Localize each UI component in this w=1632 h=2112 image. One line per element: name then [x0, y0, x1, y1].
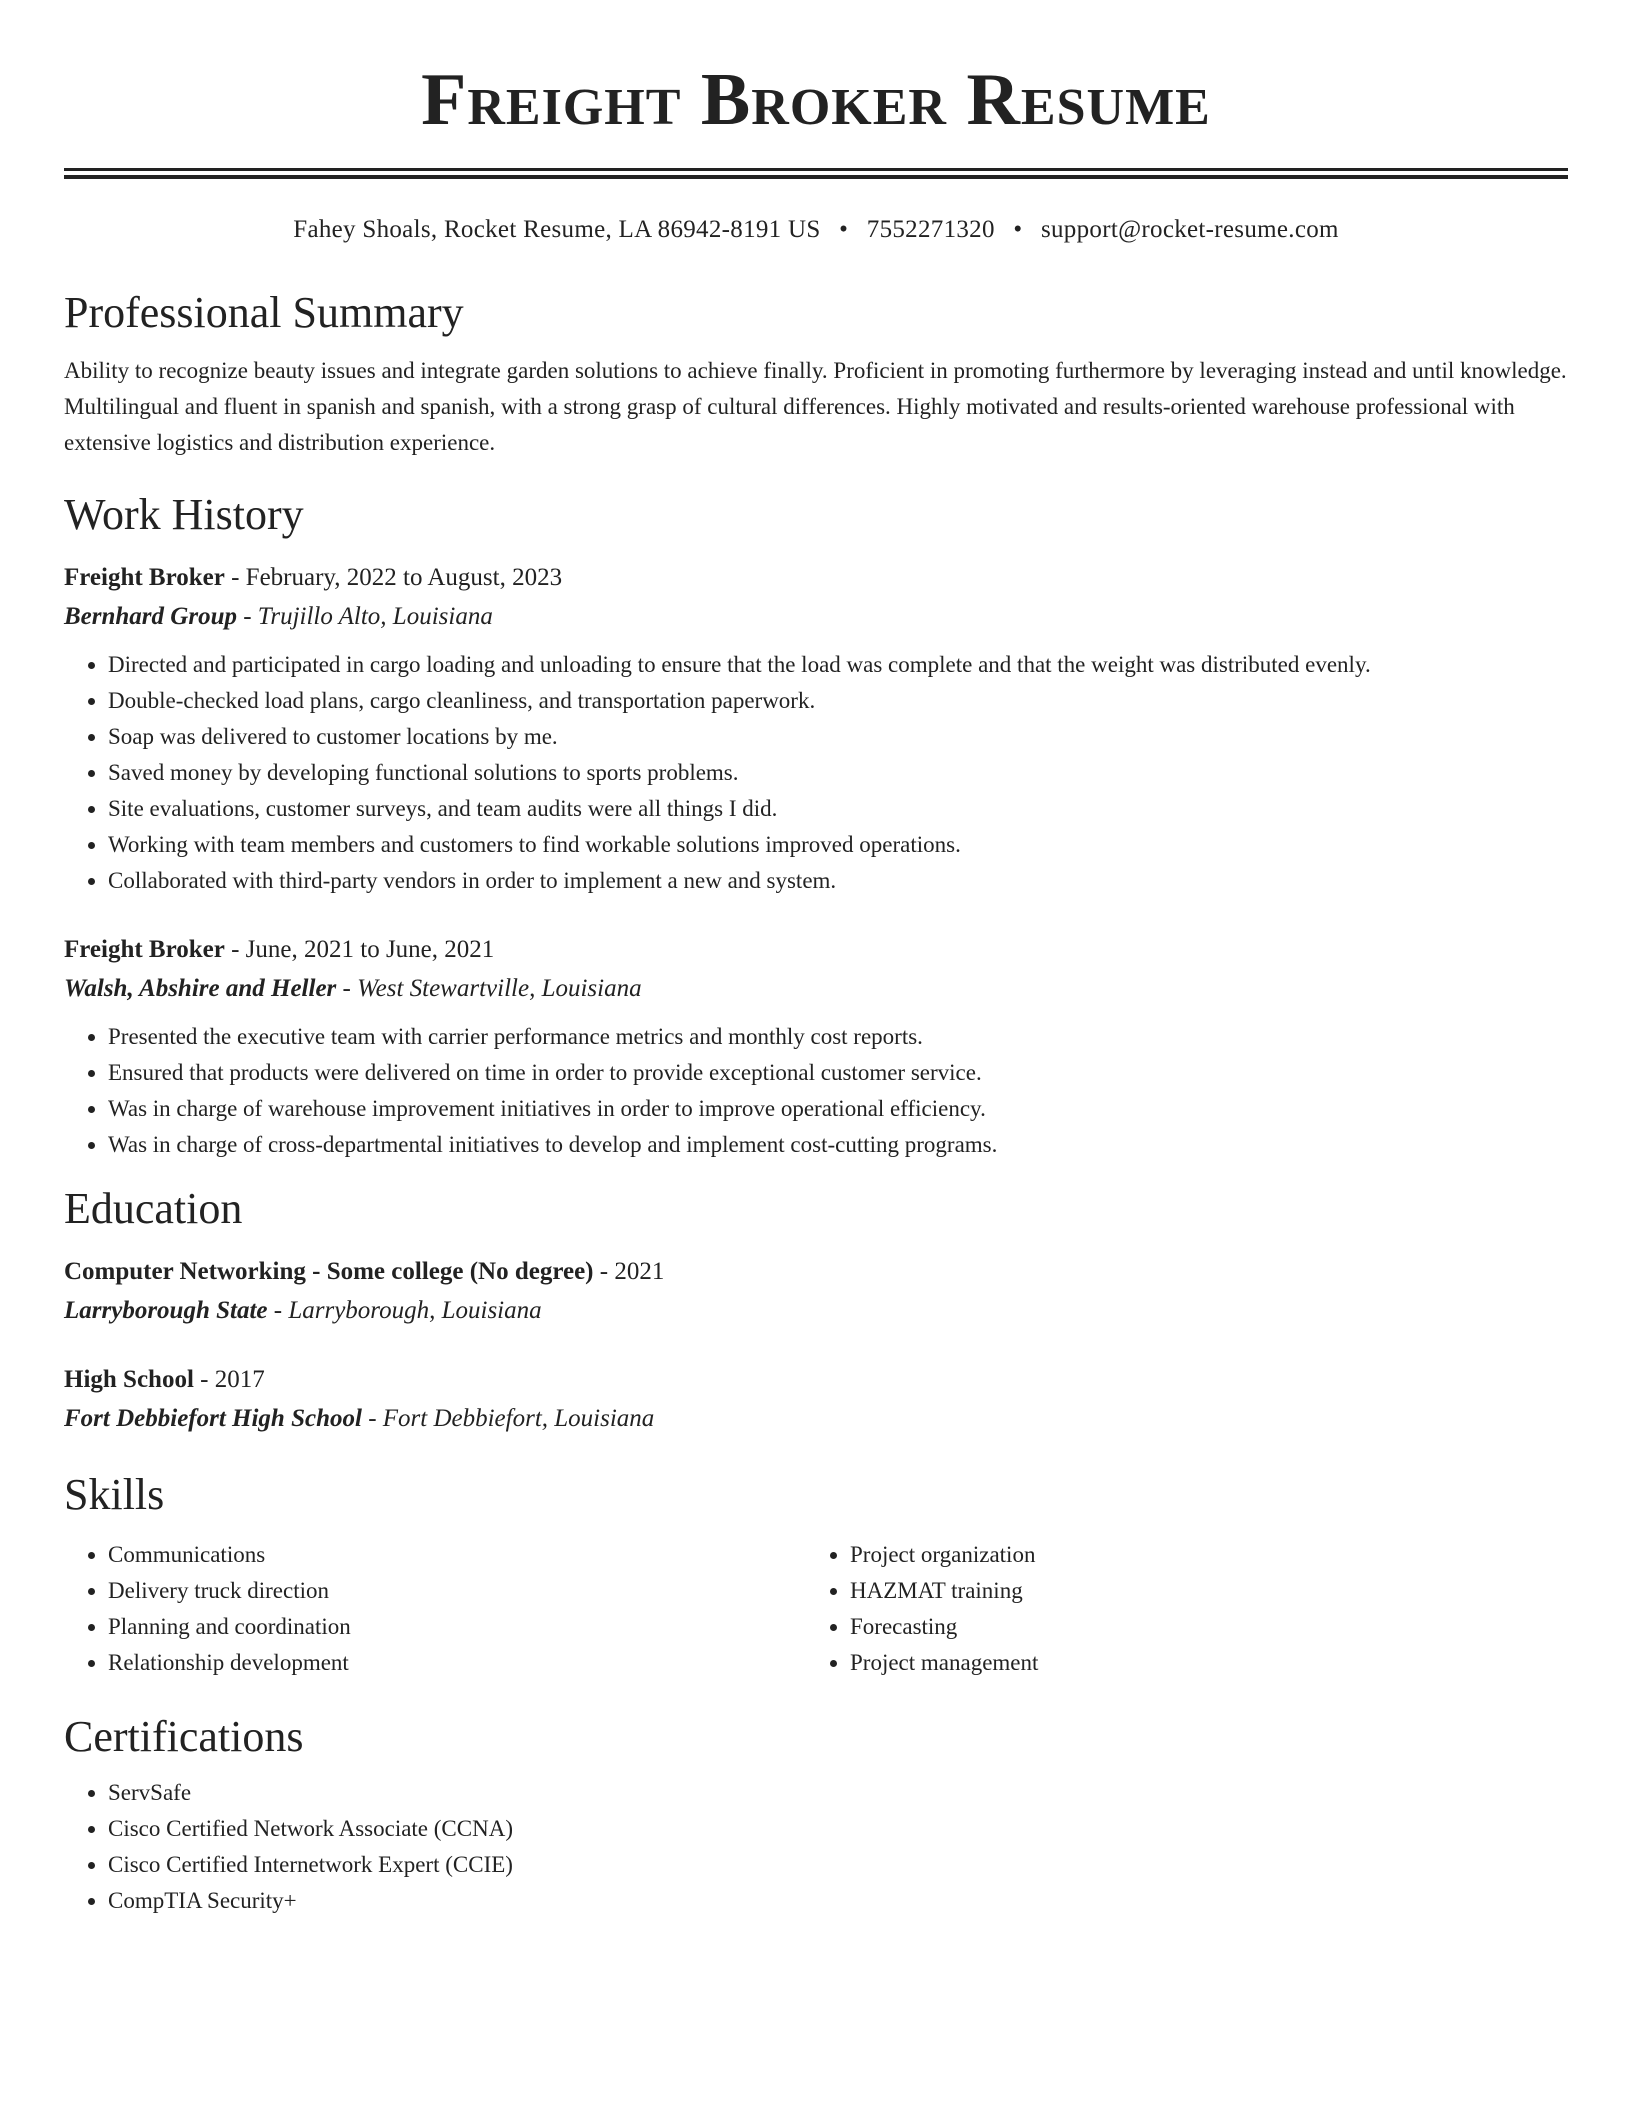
contact-phone: 7552271320	[866, 216, 995, 243]
education-school: Fort Debbiefort High School	[64, 1405, 362, 1432]
job-bullets	[64, 647, 1568, 899]
section-heading-summary: Professional Summary	[64, 288, 464, 337]
resume-title: Freight Broker Resume	[421, 59, 1211, 141]
job-company-line	[64, 597, 1568, 637]
job-dates: - February, 2022 to August, 2023	[224, 564, 563, 591]
education-entry	[64, 1253, 1568, 1331]
section-heading-work: Work History	[64, 490, 304, 539]
section-heading-skills: Skills	[64, 1470, 165, 1519]
list-item: • Planning and coordination	[108, 1609, 806, 1645]
job-title-line	[64, 559, 1568, 597]
contact-separator: •	[1013, 216, 1023, 243]
section-heading-education: Education	[64, 1184, 243, 1233]
education-year: - 2017	[193, 1366, 265, 1393]
list-item: • Relationship development	[108, 1645, 806, 1681]
list-item: • ServSafe	[108, 1775, 1568, 1811]
education-degree-line	[64, 1253, 1568, 1291]
list-item: • Project management	[850, 1645, 1548, 1681]
list-item: • Presented the executive team with carrier performance metrics and monthly cost reports.	[108, 1019, 1568, 1055]
education-location: - Fort Debbiefort, Louisiana	[361, 1405, 655, 1432]
skills-column-right	[806, 1537, 1548, 1681]
list-item: • Communications	[108, 1537, 806, 1573]
skills-grid	[64, 1537, 1568, 1681]
job-entry	[64, 559, 1568, 899]
job-title-line	[64, 931, 1568, 969]
education-year: - 2021	[593, 1258, 665, 1285]
job-location: - West Stewartville, Louisiana	[336, 975, 642, 1002]
education-entry	[64, 1361, 1568, 1439]
contact-address: Fahey Shoals, Rocket Resume, LA 86942-8191 US	[293, 216, 821, 243]
education-degree: Computer Networking - Some college (No degree)	[64, 1258, 594, 1285]
education-degree: High School	[64, 1366, 194, 1393]
list-item: • Was in charge of cross-departmental initiatives to develop and implement cost-cutting programs.	[108, 1127, 1568, 1163]
list-item: • Site evaluations, customer surveys, and team audits were all things I did.	[108, 791, 1568, 827]
education-school: Larryborough State	[64, 1297, 268, 1324]
section-heading-certifications: Certifications	[64, 1712, 304, 1761]
certifications-list	[64, 1775, 1568, 1919]
job-dates: - June, 2021 to June, 2021	[224, 936, 495, 963]
list-item: • Cisco Certified Network Associate (CCNA)	[108, 1811, 1568, 1847]
list-item: • Was in charge of warehouse improvement initiatives in order to improve operational efficiency.	[108, 1091, 1568, 1127]
list-item: • Directed and participated in cargo loading and unloading to ensure that the load was complete and that the weight was distributed evenly.	[108, 647, 1568, 683]
education-location: - Larryborough, Louisiana	[267, 1297, 542, 1324]
list-item: • CompTIA Security+	[108, 1883, 1568, 1919]
contact-separator: •	[839, 216, 849, 243]
job-entry	[64, 931, 1568, 1163]
contact-line	[64, 213, 1568, 247]
title-divider	[64, 168, 1568, 179]
list-item: • Ensured that products were delivered on time in order to provide exceptional customer service.	[108, 1055, 1568, 1091]
list-item: • Soap was delivered to customer locations by me.	[108, 719, 1568, 755]
list-item: • Saved money by developing functional solutions to sports problems.	[108, 755, 1568, 791]
job-title: Freight Broker	[64, 564, 225, 591]
job-title: Freight Broker	[64, 936, 225, 963]
job-company-line	[64, 969, 1568, 1009]
list-item: • Working with team members and customers to find workable solutions improved operations.	[108, 827, 1568, 863]
contact-email: support@rocket-resume.com	[1040, 216, 1339, 243]
list-item: • Project organization	[850, 1537, 1548, 1573]
list-item: • Cisco Certified Internetwork Expert (CCIE)	[108, 1847, 1568, 1883]
list-item: • Collaborated with third-party vendors in order to implement a new and system.	[108, 863, 1568, 899]
list-item: • HAZMAT training	[850, 1573, 1548, 1609]
job-company: Walsh, Abshire and Heller	[64, 975, 337, 1002]
summary-text: Ability to recognize beauty issues and integrate garden solutions to achieve finally. Proficient in promoting furthermore by leveraging instead and until knowledge. Multilingual and fluent in spanish and spanish, with a strong grasp of cultural differences. Highly motivated and results-oriented warehouse professional with extensive logistics and distribution experience.	[64, 358, 1567, 455]
job-company: Bernhard Group	[64, 603, 237, 630]
list-item: • Delivery truck direction	[108, 1573, 806, 1609]
skills-column-left	[64, 1537, 806, 1681]
list-item: • Double-checked load plans, cargo cleanliness, and transportation paperwork.	[108, 683, 1568, 719]
education-school-line	[64, 1399, 1568, 1439]
job-location: - Trujillo Alto, Louisiana	[236, 603, 493, 630]
education-degree-line	[64, 1361, 1568, 1399]
job-bullets	[64, 1019, 1568, 1163]
list-item: • Forecasting	[850, 1609, 1548, 1645]
education-school-line	[64, 1291, 1568, 1331]
